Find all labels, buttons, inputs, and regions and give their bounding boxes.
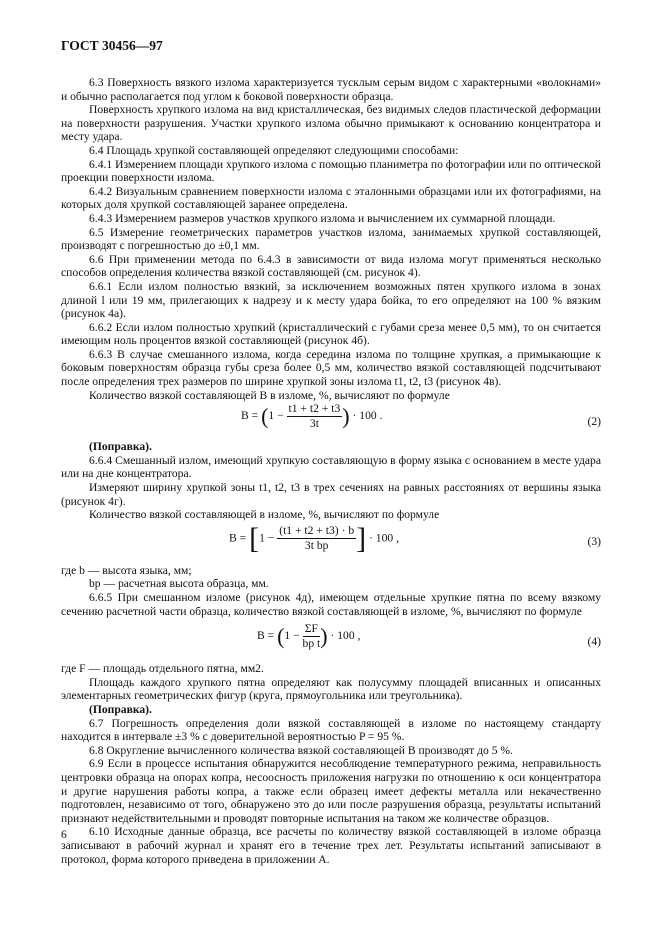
paragraph: 6.4 Площадь хрупкой составляющей определяют следующими способами: (89, 143, 459, 157)
paragraph: Измеряют ширину хрупкой зоны t1, t2, t3 в трех сечениях на равных расстояниях от вершины языка (рисунок 4г). (61, 481, 601, 508)
paragraph: 6.7 Погрешность определения доли вязкой составляющей в изломе по настоящему стандарту находится в интервале ±3 % с доверительной вероятностью P = 95 %. (61, 716, 601, 744)
paragraph: 6.8 Округление вычисленного количества вязкой составляющей B производят до 5 %. (89, 743, 513, 757)
formula-denominator: 3t (309, 417, 319, 431)
formula-denominator: 3t bp (304, 539, 329, 553)
formula-lhs: B = (241, 409, 259, 423)
paragraph: 6.3 Поверхность вязкого излома характеризуется тусклым серым видом с характерными «волокнами» и обычно располагается под углом к боковой поверхности образца. (61, 76, 601, 103)
paragraph: Площадь каждого хрупкого пятна определяют как полусумму площадей вписанных и описанных элементарных геометрических фигур (круга, прямоугольника или треугольника). (61, 675, 601, 703)
formula-number: (2) (587, 415, 601, 429)
formula-lhs: B = (229, 531, 247, 545)
paragraph: 6.6.1 Если излом полностью вязкий, за исключением возможных пятен хрупкого излома в зонах длиной l или 19 мм, прилегающих к надрезу и к месту удара бойка, то его определяют на 100 % вязким (рисунок 4а). (61, 279, 601, 321)
page-number: 6 (61, 828, 67, 841)
paragraph: Количество вязкой составляющей B в изломе, %, вычисляют по формуле (89, 388, 450, 402)
formula-number: (4) (587, 635, 601, 649)
formula-numerator: ΣF (303, 622, 321, 637)
paragraph: 6.4.2 Визуальным сравнением поверхности излома с эталонными образцами или их фотографиями, на которых доля хрупкой составляющей заранее определена. (61, 184, 601, 212)
formula-tail: · 100 , (330, 629, 361, 643)
paragraph: 6.6.3 В случае смешанного излома, когда середина излома по толщине хрупкая, а примыкающие к боковым поверхностям образца губы среза более 0,5 мм, количество вязкой составляющей подсчитывают после определения трех размеров по ширине хрупкой зоны излома t1, t2, t3 (рисунок 4в). (61, 347, 601, 389)
paragraph: 6.6.2 Если излом полностью хрупкий (кристаллический с губами среза менее 0,5 мм), то он считается имеющим ноль процентов вязкой составляющей (рисунок 4б). (61, 320, 601, 348)
definition: где F — площадь отдельного пятна, мм2. (61, 662, 264, 676)
formula-lhs: B = (257, 629, 275, 643)
formula-one: 1 − (268, 409, 284, 423)
formula-2: B = (1 − $\frac{t1 + t2 + t3}{3t}$ ) · 100 . (2) (241, 402, 601, 431)
formula-one: 1 − (259, 531, 275, 545)
definition: где b — высота языка, мм; (61, 563, 192, 577)
paragraph: 6.9 Если в процессе испытания обнаружится несоблюдение температурного режима, неправильность центровки образца на опорах копра, несоосность приложения нагрузки по отношению к оси концентратора и другие нарушения работы копра, а также если образец имеет дефекты металла или некачественно подготовлен, независимо от того, обнаружено это до или после разрушения образца, результаты испытаний признают недействительными и проводят повторные испытания на таком же количестве образцов. (61, 757, 601, 825)
paragraph: 6.4.1 Измерением площади хрупкого излома с помощью планиметра по фотографии или по оптической проекции поверхности излома. (61, 157, 601, 185)
paragraph: Количество вязкой составляющей в изломе, %, вычисляют по формуле (89, 508, 440, 522)
formula-numerator: (t1 + t2 + t3) · b (279, 524, 355, 538)
paragraph: 6.6 При применении метода по 6.4.3 в зависимости от вида излома могут применяться несколько способов определения количества вязкой составляющей (см. рисунок 4). (61, 252, 601, 280)
correction-note: (Поправка). (89, 440, 152, 454)
formula-4: B = (1 − $\frac{\Sigma F}{\text{bp t}}$ ) · 100 , (4) (257, 622, 601, 651)
formula-tail: · 100 , (369, 531, 399, 545)
formula-denominator: bp t (302, 637, 321, 651)
formula-tail: · 100 . (352, 409, 383, 423)
definition: bp — расчетная высота образца, мм. (89, 577, 269, 591)
paragraph: 6.4.3 Измерением размеров участков хрупкого излома и вычислением их суммарной площади. (89, 211, 556, 225)
paragraph: 6.6.4 Смешанный излом, имеющий хрупкую составляющую в форму языка с основанием в месте удара или на дне концентратора. (61, 453, 601, 481)
formula-number: (3) (587, 534, 601, 548)
document-header: ГОСТ 30456—97 (61, 38, 163, 53)
paragraph: Поверхность хрупкого излома на вид кристаллическая, без видимых следов пластической деформации на поверхности разрушения. Участки хрупкого излома обычно примыкают к основанию концентратора и месту удара. (61, 103, 601, 144)
paragraph: 6.10 Исходные данные образца, все расчеты по количеству вязкой составляющей в изломе образца записывают в рабочий журнал и хранят его в течение трех лет. Результаты испытаний записывают в протокол, форма которого приведена в приложении А. (61, 825, 601, 866)
formula-3: B = [1 − $\frac{(t1 + t2 + t3) \cdot b}{\text{3t bp}}$ ] · 100 , (3) (229, 521, 601, 555)
paragraph: 6.5 Измерение геометрических параметров участков излома, занимаемых хрупкой составляющей, производят с погрешностью до ±0,1 мм. (61, 225, 601, 253)
paragraph: 6.6.5 При смешанном изломе (рисунок 4д), имеющем отдельные хрупкие пятна по всему вязкому сечению расчетной части образца, количество вязкой составляющей в изломе, %, вычисляют по формуле (61, 591, 601, 618)
correction-note: (Поправка). (89, 702, 152, 716)
document-page (61, 38, 601, 866)
formula-one: 1 − (284, 629, 300, 643)
formula-numerator: t1 + t2 + t3 (288, 402, 341, 416)
